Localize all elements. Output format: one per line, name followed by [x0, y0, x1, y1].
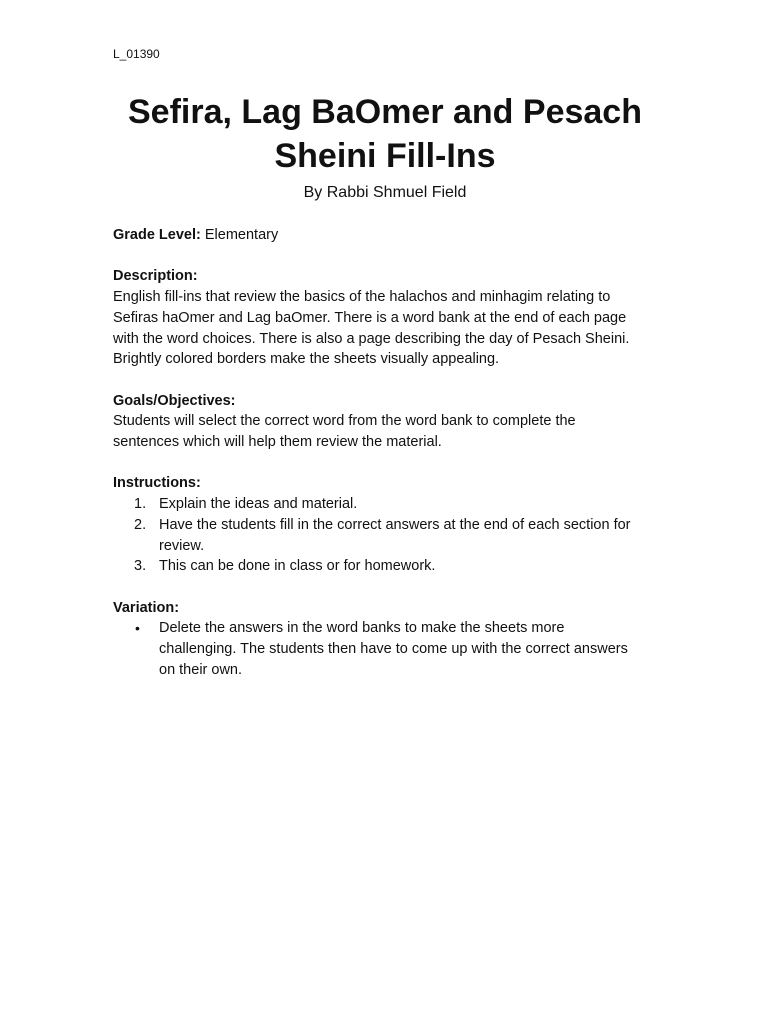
description-line: Brightly colored borders make the sheets visually appealing.	[113, 351, 500, 368]
title-line-1: Sefira, Lag BaOmer and Pesach	[128, 93, 642, 131]
variation-text: Delete the answers in the word banks to make the sheets more	[159, 620, 565, 637]
title-line-2: Sheini Fill-Ins	[274, 137, 496, 175]
instruction-number: 2.	[134, 516, 147, 533]
description-heading: Description:	[113, 268, 198, 285]
document-id: L_01390	[113, 47, 160, 61]
grade-level-section	[113, 225, 673, 246]
variation-list	[113, 618, 673, 680]
instructions-heading: Instructions:	[113, 475, 201, 492]
page-title	[0, 90, 770, 178]
instructions-list	[113, 494, 673, 577]
variation-section	[113, 598, 673, 681]
grade-level-value: Elementary	[200, 227, 279, 243]
instruction-text: review.	[159, 537, 205, 554]
description-line: English fill-ins that review the basics of the halachos and minhagim relating to	[113, 289, 611, 306]
grade-level-label: Grade Level:	[113, 227, 201, 243]
description-line: with the word choices. There is also a page describing the day of Pesach Sheini.	[113, 330, 630, 347]
instruction-item	[113, 494, 673, 515]
instruction-text: This can be done in class or for homework.	[159, 558, 436, 575]
author-byline: By Rabbi Shmuel Field	[303, 184, 467, 201]
instruction-number: 3.	[134, 558, 147, 575]
goals-line: sentences which will help them review the material.	[113, 434, 442, 450]
description-line: Sefiras haOmer and Lag baOmer. There is a word bank at the end of each page	[113, 309, 627, 326]
variation-text: on their own.	[159, 661, 243, 678]
goals-section	[113, 391, 673, 453]
instruction-item	[113, 556, 673, 577]
instruction-number: 1.	[134, 496, 147, 513]
bullet-icon: •	[135, 620, 140, 637]
goals-line: Students will select the correct word from the word bank to complete the	[113, 413, 576, 430]
variation-item	[113, 618, 673, 680]
instructions-section	[113, 473, 673, 577]
instruction-text: Have the students fill in the correct answers at the end of each section for	[159, 516, 631, 533]
goals-heading: Goals/Objectives:	[113, 392, 236, 409]
description-section	[113, 266, 673, 370]
variation-heading: Variation:	[113, 599, 180, 616]
instruction-text: Explain the ideas and material.	[159, 496, 358, 513]
instruction-item	[113, 515, 673, 556]
variation-text: challenging. The students then have to come up with the correct answers	[159, 641, 628, 657]
document-body	[113, 225, 673, 701]
